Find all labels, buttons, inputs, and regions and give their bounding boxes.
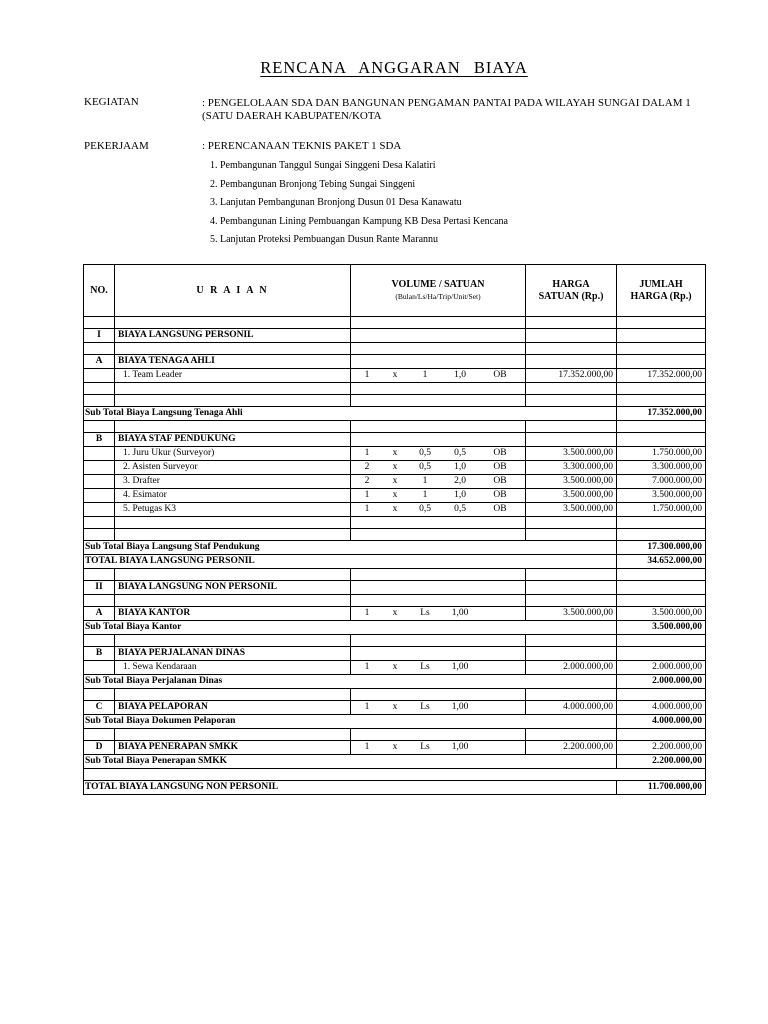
table-cell: 1.750.000,00 xyxy=(617,503,706,517)
table-cell: 2.000.000,00 xyxy=(526,661,617,675)
col-uraian: U R A I A N xyxy=(115,265,351,317)
table-cell: 4.000.000,00 xyxy=(526,701,617,715)
table-cell xyxy=(84,421,115,433)
table-cell xyxy=(617,421,706,433)
table-row xyxy=(84,433,706,447)
volume-part: OB xyxy=(493,490,507,500)
table-row xyxy=(84,503,706,517)
list-item: 5. Lanjutan Proteksi Pembuangan Dusun Rante Marannu xyxy=(210,234,439,246)
table-cell xyxy=(617,395,706,407)
table-cell: II xyxy=(84,581,115,595)
table-row xyxy=(84,343,706,355)
volume-part: x xyxy=(392,462,398,472)
table-row xyxy=(84,529,706,541)
table-cell xyxy=(351,355,526,369)
table-cell: Sub Total Biaya Langsung Tenaga Ahli xyxy=(84,407,617,421)
table-cell xyxy=(526,433,617,447)
table-cell xyxy=(526,383,617,395)
volume-part: 2,0 xyxy=(454,476,466,486)
table-row xyxy=(84,355,706,369)
table-cell xyxy=(115,595,351,607)
table-cell xyxy=(351,489,526,503)
table-cell xyxy=(115,689,351,701)
table-row xyxy=(84,329,706,343)
table-cell: B xyxy=(84,647,115,661)
table-cell: 3.500.000,00 xyxy=(617,607,706,621)
table-row xyxy=(84,421,706,433)
table-cell: 2.200.000,00 xyxy=(617,755,706,769)
volume-part: x xyxy=(392,742,398,752)
volume-part: x xyxy=(392,476,398,486)
table-cell xyxy=(617,529,706,541)
table-cell xyxy=(351,647,526,661)
table-cell xyxy=(526,329,617,343)
table-cell: D xyxy=(84,741,115,755)
table-row xyxy=(84,369,706,383)
table-cell: 4.000.000,00 xyxy=(617,701,706,715)
table-cell xyxy=(617,433,706,447)
table-cell xyxy=(526,517,617,529)
table-cell xyxy=(351,503,526,517)
table-cell xyxy=(617,355,706,369)
table-row xyxy=(84,395,706,407)
table-cell xyxy=(84,529,115,541)
volume-part: 2 xyxy=(364,476,370,486)
table-cell xyxy=(526,595,617,607)
table-cell xyxy=(115,421,351,433)
table-cell xyxy=(351,447,526,461)
table-cell: BIAYA PELAPORAN xyxy=(115,701,351,715)
table-cell xyxy=(617,581,706,595)
total-row xyxy=(84,781,706,795)
volume-part: OB xyxy=(493,462,507,472)
volume-part: 1 xyxy=(364,702,370,712)
table-cell: 1. Juru Ukur (Surveyor) xyxy=(115,447,351,461)
table-cell xyxy=(84,569,115,581)
table-cell xyxy=(351,395,526,407)
volume-part: OB xyxy=(493,476,507,486)
col-no: NO. xyxy=(84,265,115,317)
table-cell xyxy=(617,689,706,701)
table-cell: 2.200.000,00 xyxy=(617,741,706,755)
page-title xyxy=(0,58,768,78)
table-cell: 3.300.000,00 xyxy=(526,461,617,475)
volume-part: 1 xyxy=(364,662,370,672)
table-cell xyxy=(351,421,526,433)
table-cell xyxy=(351,529,526,541)
table-cell: 7.000.000,00 xyxy=(617,475,706,489)
table-cell xyxy=(84,595,115,607)
table-cell: 2.200.000,00 xyxy=(526,741,617,755)
volume-part: 1,00 xyxy=(451,702,469,712)
table-cell xyxy=(84,661,115,675)
table-row xyxy=(84,447,706,461)
table-cell: 2. Asisten Surveyor xyxy=(115,461,351,475)
table-cell: Sub Total Biaya Langsung Staf Pendukung xyxy=(84,541,617,555)
table-cell xyxy=(617,329,706,343)
table-cell: Sub Total Biaya Kantor xyxy=(84,621,617,635)
volume-part: 1 xyxy=(422,476,428,486)
volume-part: 0,5 xyxy=(419,448,431,458)
col-volume xyxy=(351,265,526,317)
table-cell: 3.500.000,00 xyxy=(617,621,706,635)
table-cell xyxy=(351,475,526,489)
text-block xyxy=(354,741,522,754)
table-cell: C xyxy=(84,701,115,715)
pekerjaan-label: PEKERJAAM xyxy=(84,140,149,152)
table-cell: 1. Team Leader xyxy=(115,369,351,383)
table-cell xyxy=(84,489,115,503)
table-cell xyxy=(526,343,617,355)
volume-part: 1 xyxy=(364,742,370,752)
volume-part: OB xyxy=(493,370,507,380)
text-block xyxy=(354,447,522,460)
table-cell xyxy=(351,433,526,447)
table-cell: 3.500.000,00 xyxy=(526,503,617,517)
table-cell xyxy=(526,647,617,661)
table-cell xyxy=(351,581,526,595)
table-cell: BIAYA LANGSUNG NON PERSONIL xyxy=(115,581,351,595)
table-cell xyxy=(617,569,706,581)
list-item: 1. Pembangunan Tanggul Sungai Singgeni Desa Kalatiri xyxy=(210,160,436,171)
table-cell xyxy=(84,343,115,355)
table-row xyxy=(84,661,706,675)
table-cell: BIAYA LANGSUNG PERSONIL xyxy=(115,329,351,343)
table-cell xyxy=(351,461,526,475)
table-cell: 17.352.000,00 xyxy=(526,369,617,383)
table-cell: 17.352.000,00 xyxy=(617,369,706,383)
table-cell xyxy=(351,569,526,581)
table-cell: BIAYA TENAGA AHLI xyxy=(115,355,351,369)
volume-part: x xyxy=(392,662,398,672)
subtotal-row xyxy=(84,407,706,421)
table-cell xyxy=(351,635,526,647)
volume-part: x xyxy=(392,504,398,514)
table-cell: 3.500.000,00 xyxy=(526,447,617,461)
text-block xyxy=(354,489,522,502)
table-cell: 2.000.000,00 xyxy=(617,661,706,675)
volume-part: 0,5 xyxy=(454,504,466,514)
list-item: 3. Lanjutan Pembangunan Bronjong Dusun 01 Desa Kanawatu xyxy=(210,197,462,209)
table-cell: 2.000.000,00 xyxy=(617,675,706,689)
table-row xyxy=(84,607,706,621)
text-block xyxy=(354,369,522,382)
table-cell: 5. Petugas K3 xyxy=(115,503,351,517)
subtotal-row xyxy=(84,755,706,769)
volume-part: 1,0 xyxy=(454,462,466,472)
table-cell xyxy=(84,395,115,407)
table-cell xyxy=(617,383,706,395)
table-cell xyxy=(351,701,526,715)
table-cell xyxy=(115,569,351,581)
volume-part: x xyxy=(392,448,398,458)
table-cell xyxy=(617,517,706,529)
table-row xyxy=(84,517,706,529)
volume-part: Ls xyxy=(420,608,430,618)
table-cell xyxy=(84,317,115,329)
list-item: 4. Pembangunan Lining Pembuangan Kampung KB Desa Pertasi Kencana xyxy=(210,215,508,227)
table-cell xyxy=(526,421,617,433)
table-cell xyxy=(351,369,526,383)
text-block: VOLUME / SATUAN xyxy=(391,278,485,290)
table-cell: I xyxy=(84,329,115,343)
table-row xyxy=(84,729,706,741)
table-cell xyxy=(526,581,617,595)
table-cell xyxy=(351,329,526,343)
subtotal-row xyxy=(84,621,706,635)
table-cell xyxy=(526,529,617,541)
volume-part: x xyxy=(392,370,398,380)
table-cell: 3. Drafter xyxy=(115,475,351,489)
volume-part: 1 xyxy=(364,608,370,618)
table-cell: 4. Esimator xyxy=(115,489,351,503)
table-row xyxy=(84,701,706,715)
table-row xyxy=(84,475,706,489)
volume-part: x xyxy=(392,490,398,500)
table-cell: Sub Total Biaya Dokumen Pelaporan xyxy=(84,715,617,729)
volume-part xyxy=(480,701,520,714)
text-block xyxy=(354,461,522,474)
table-cell xyxy=(617,595,706,607)
table-cell: BIAYA PENERAPAN SMKK xyxy=(115,741,351,755)
table-cell xyxy=(526,395,617,407)
table-cell xyxy=(115,729,351,741)
text-block xyxy=(354,607,522,620)
table-row xyxy=(84,689,706,701)
volume-part: 1,00 xyxy=(451,608,469,618)
table-cell: A xyxy=(84,607,115,621)
pekerjaan-value: : PERENCANAAN TEKNIS PAKET 1 SDA xyxy=(202,140,402,152)
table-cell: 3.300.000,00 xyxy=(617,461,706,475)
table-cell xyxy=(526,635,617,647)
table-cell xyxy=(84,461,115,475)
table-cell xyxy=(351,661,526,675)
table-cell xyxy=(84,635,115,647)
total-row xyxy=(84,555,706,569)
table-row xyxy=(84,569,706,581)
table-cell: Sub Total Biaya Perjalanan Dinas xyxy=(84,675,617,689)
table-cell xyxy=(84,383,115,395)
table-row xyxy=(84,635,706,647)
table-header-row xyxy=(84,265,706,317)
table-cell xyxy=(115,383,351,395)
table-cell xyxy=(617,729,706,741)
table-cell: 11.700.000,00 xyxy=(617,781,706,795)
volume-part: Ls xyxy=(420,662,430,672)
table-row xyxy=(84,489,706,503)
table-cell xyxy=(526,729,617,741)
table-cell xyxy=(526,569,617,581)
volume-part: OB xyxy=(493,504,507,514)
volume-part xyxy=(480,661,520,674)
table-cell xyxy=(115,517,351,529)
subtotal-row xyxy=(84,541,706,555)
table-cell: BIAYA STAF PENDUKUNG xyxy=(115,433,351,447)
table-cell xyxy=(351,317,526,329)
volume-part: 0,5 xyxy=(454,448,466,458)
table-row xyxy=(84,595,706,607)
table-cell xyxy=(84,517,115,529)
kegiatan-label: KEGIATAN xyxy=(84,96,139,108)
table-cell xyxy=(115,317,351,329)
table-cell xyxy=(351,729,526,741)
table-cell xyxy=(617,343,706,355)
table-cell xyxy=(526,689,617,701)
table-cell xyxy=(84,503,115,517)
table-cell xyxy=(84,729,115,741)
volume-part: 0,5 xyxy=(419,462,431,472)
volume-part: x xyxy=(392,702,398,712)
table-row xyxy=(84,461,706,475)
budget-table xyxy=(83,264,706,795)
volume-part: 1 xyxy=(422,490,428,500)
table-cell xyxy=(84,447,115,461)
table-cell xyxy=(351,343,526,355)
volume-part: 1,00 xyxy=(451,742,469,752)
table-cell xyxy=(115,529,351,541)
table-cell xyxy=(351,383,526,395)
volume-part: Ls xyxy=(420,702,430,712)
text-block: (Bulan/Ls/Ha/Trip/Unit/Set) xyxy=(395,291,481,301)
table-cell xyxy=(84,369,115,383)
volume-part xyxy=(480,607,520,620)
table-cell xyxy=(351,689,526,701)
volume-part: 1 xyxy=(364,504,370,514)
table-cell: A xyxy=(84,355,115,369)
table-cell xyxy=(351,517,526,529)
table-cell: BIAYA KANTOR xyxy=(115,607,351,621)
volume-part: 1,0 xyxy=(454,370,466,380)
col-jumlah: JUMLAH HARGA (Rp.) xyxy=(617,265,706,317)
table-cell: 3.500.000,00 xyxy=(526,475,617,489)
subtotal-row xyxy=(84,675,706,689)
volume-part: 1 xyxy=(364,448,370,458)
volume-part: 1 xyxy=(364,490,370,500)
table-cell: 17.352.000,00 xyxy=(617,407,706,421)
table-cell xyxy=(115,635,351,647)
table-row xyxy=(84,769,706,781)
table-row xyxy=(84,317,706,329)
volume-part: 1 xyxy=(364,370,370,380)
volume-part: 1,0 xyxy=(454,490,466,500)
table-cell xyxy=(526,355,617,369)
table-cell: 34.652.000,00 xyxy=(617,555,706,569)
table-row xyxy=(84,741,706,755)
volume-part: RENCANA ANGGARAN BIAYA xyxy=(260,58,528,77)
table-cell: 1. Sewa Kendaraan xyxy=(115,661,351,675)
table-cell: 3.500.000,00 xyxy=(526,489,617,503)
table-cell: TOTAL BIAYA LANGSUNG PERSONIL xyxy=(84,555,617,569)
table-cell: Sub Total Biaya Penerapan SMKK xyxy=(84,755,617,769)
volume-part: 1,00 xyxy=(451,662,469,672)
table-cell xyxy=(84,769,706,781)
subtotal-row xyxy=(84,715,706,729)
table-cell xyxy=(115,343,351,355)
volume-part: 0,5 xyxy=(419,504,431,514)
list-item: 2. Pembangunan Bronjong Tebing Sungai Singgeni xyxy=(210,178,416,190)
table-cell xyxy=(351,595,526,607)
col-harga-satuan: HARGA SATUAN (Rp.) xyxy=(526,265,617,317)
table-row xyxy=(84,647,706,661)
table-cell: 3.500.000,00 xyxy=(526,607,617,621)
text-block xyxy=(354,475,522,488)
volume-part: 1 xyxy=(422,370,428,380)
text-block xyxy=(354,503,522,516)
table-cell: 17.300.000,00 xyxy=(617,541,706,555)
table-row xyxy=(84,383,706,395)
table-cell xyxy=(617,317,706,329)
table-cell: 1.750.000,00 xyxy=(617,447,706,461)
text-block xyxy=(354,661,522,674)
table-cell: 4.000.000,00 xyxy=(617,715,706,729)
table-cell xyxy=(115,395,351,407)
table-cell xyxy=(617,635,706,647)
pekerjaan-list xyxy=(210,157,508,250)
table-cell xyxy=(84,689,115,701)
text-block xyxy=(354,701,522,714)
volume-part xyxy=(480,741,520,754)
table-row xyxy=(84,581,706,595)
table-cell: 3.500.000,00 xyxy=(617,489,706,503)
volume-part: OB xyxy=(493,448,507,458)
table-cell: TOTAL BIAYA LANGSUNG NON PERSONIL xyxy=(84,781,617,795)
table-cell xyxy=(617,647,706,661)
table-cell xyxy=(526,317,617,329)
table-cell xyxy=(84,475,115,489)
kegiatan-value: : PENGELOLAAN SDA DAN BANGUNAN PENGAMAN PANTAI PADA WILAYAH SUNGAI DALAM 1 (SATU DAERAH KABUPATEN/KOTA xyxy=(202,97,691,122)
table-cell: B xyxy=(84,433,115,447)
table-cell xyxy=(351,741,526,755)
volume-part: Ls xyxy=(420,742,430,752)
table-cell xyxy=(351,607,526,621)
table-cell: BIAYA PERJALANAN DINAS xyxy=(115,647,351,661)
volume-part: x xyxy=(392,608,398,618)
volume-part: 2 xyxy=(364,462,370,472)
